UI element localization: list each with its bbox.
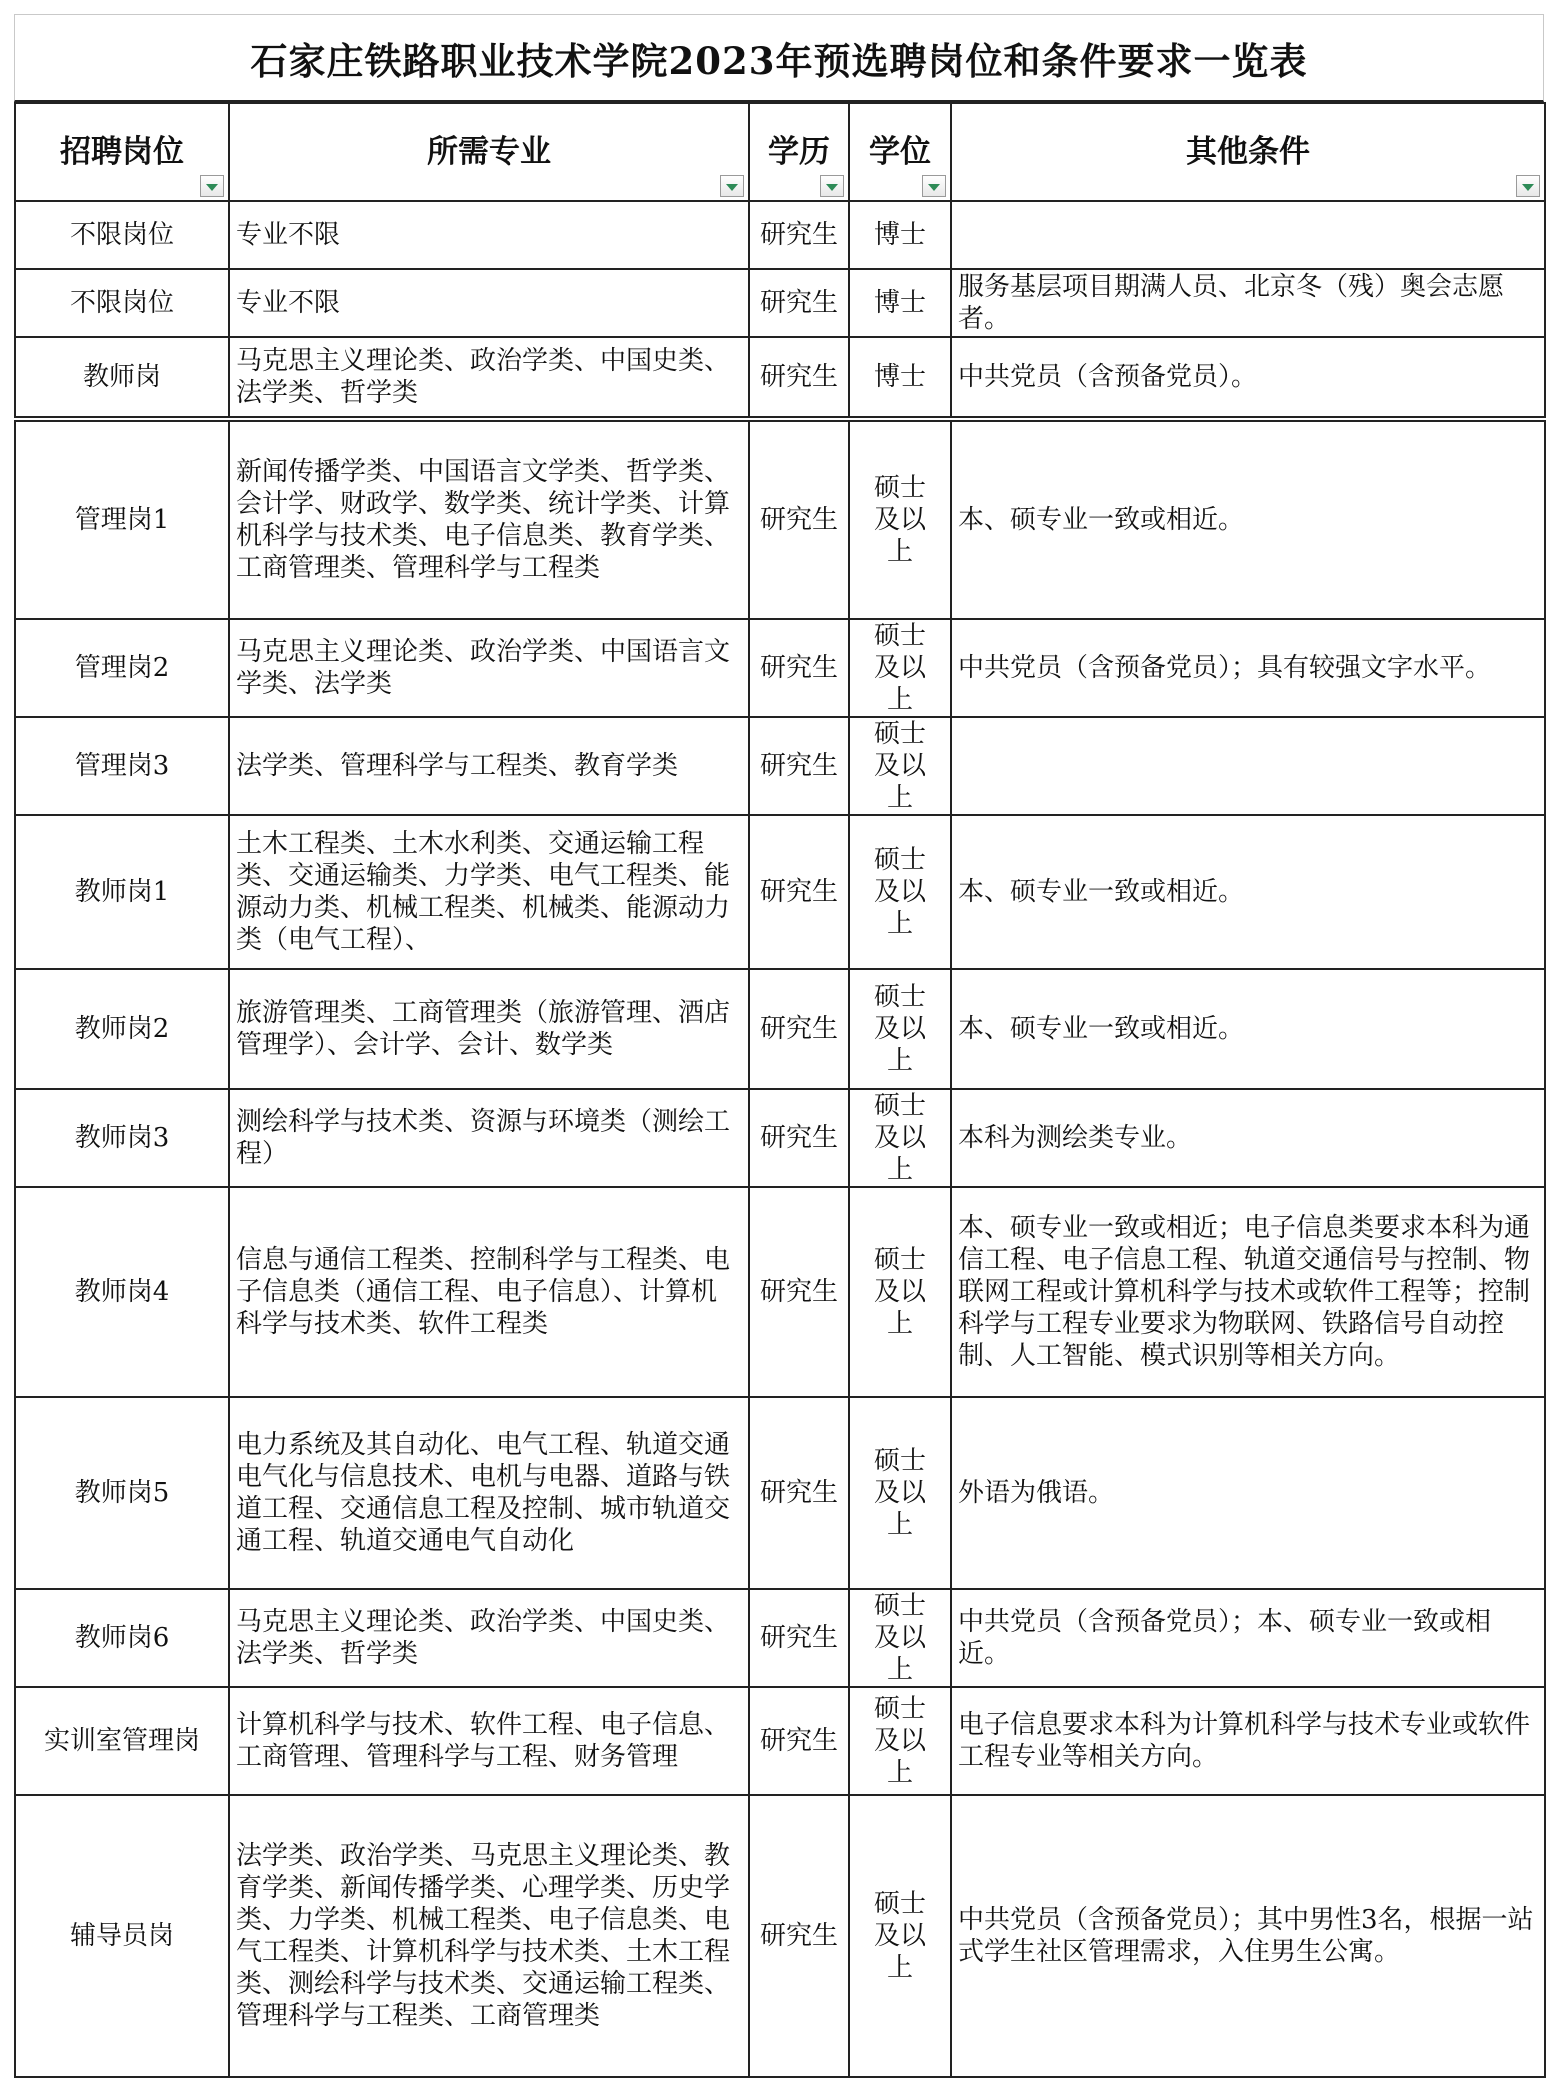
header-major <box>229 103 749 201</box>
header-education-label: 学历 <box>768 134 830 170</box>
page-title: 石家庄铁路职业技术学院2023年预选聘岗位和条件要求一览表 <box>250 38 1308 83</box>
cell-position[interactable]: 实训室管理岗 <box>15 1687 229 1795</box>
cell-major[interactable]: 电力系统及其自动化、电气工程、轨道交通电气化与信息技术、电机与电器、道路与铁道工程、交通信息工程及控制、城市轨道交通工程、轨道交通电气自动化 <box>229 1397 749 1589</box>
cell-position[interactable]: 不限岗位 <box>15 201 229 269</box>
table-row <box>15 269 1545 337</box>
cell-major[interactable]: 新闻传播学类、中国语言文学类、哲学类、会计学、财政学、数学类、统计学类、计算机科学与技术类、电子信息类、教育学类、工商管理类、管理科学与工程类 <box>229 419 749 619</box>
cell-other[interactable]: 外语为俄语。 <box>951 1397 1545 1589</box>
cell-education[interactable]: 研究生 <box>749 1187 849 1397</box>
cell-other[interactable]: 中共党员（含预备党员）；其中男性3名，根据一站式学生社区管理需求，入住男生公寓。 <box>951 1795 1545 2077</box>
cell-position[interactable]: 教师岗5 <box>15 1397 229 1589</box>
cell-other[interactable]: 服务基层项目期满人员、北京冬（残）奥会志愿者。 <box>951 269 1545 337</box>
cell-major[interactable]: 测绘科学与技术类、资源与环境类（测绘工程） <box>229 1089 749 1187</box>
cell-major[interactable]: 旅游管理类、工商管理类（旅游管理、酒店管理学）、会计学、会计、数学类 <box>229 969 749 1089</box>
cell-major[interactable]: 专业不限 <box>229 269 749 337</box>
table-row <box>15 815 1545 969</box>
header-row <box>15 103 1545 201</box>
cell-major[interactable]: 土木工程类、土木水利类、交通运输工程类、交通运输类、力学类、电气工程类、能源动力类、机械工程类、机械类、能源动力类（电气工程）、 <box>229 815 749 969</box>
table-row <box>15 1089 1545 1187</box>
cell-education[interactable]: 研究生 <box>749 1589 849 1687</box>
table-row <box>15 1187 1545 1397</box>
cell-degree[interactable]: 硕士及以上 <box>849 717 951 815</box>
header-degree-label: 学位 <box>869 134 931 170</box>
cell-degree[interactable]: 硕士及以上 <box>849 619 951 717</box>
table-row <box>15 969 1545 1089</box>
table-row <box>15 337 1545 419</box>
table-row <box>15 1397 1545 1589</box>
cell-major[interactable]: 信息与通信工程类、控制科学与工程类、电子信息类（通信工程、电子信息）、计算机科学与技术类、软件工程类 <box>229 1187 749 1397</box>
cell-position[interactable]: 不限岗位 <box>15 269 229 337</box>
cell-major[interactable]: 计算机科学与技术、软件工程、电子信息、工商管理、管理科学与工程、财务管理 <box>229 1687 749 1795</box>
cell-education[interactable]: 研究生 <box>749 1687 849 1795</box>
table-row <box>15 717 1545 815</box>
cell-degree[interactable]: 硕士及以上 <box>849 1089 951 1187</box>
cell-degree[interactable]: 硕士及以上 <box>849 1589 951 1687</box>
cell-other[interactable] <box>951 201 1545 269</box>
cell-major[interactable]: 法学类、政治学类、马克思主义理论类、教育学类、新闻传播学类、心理学类、历史学类、力学类、机械工程类、电子信息类、电气工程类、计算机科学与技术类、土木工程类、测绘科学与技术类、交通运输工程类、管理科学与工程类、工商管理类 <box>229 1795 749 2077</box>
header-other <box>951 103 1545 201</box>
cell-education[interactable]: 研究生 <box>749 337 849 419</box>
filter-dropdown-icon[interactable] <box>922 175 946 197</box>
title-cell <box>14 14 1544 102</box>
cell-other[interactable]: 本、硕专业一致或相近。 <box>951 815 1545 969</box>
cell-other[interactable]: 本、硕专业一致或相近。 <box>951 419 1545 619</box>
cell-other[interactable]: 本、硕专业一致或相近。 <box>951 969 1545 1089</box>
cell-education[interactable]: 研究生 <box>749 419 849 619</box>
cell-degree[interactable]: 硕士及以上 <box>849 969 951 1089</box>
cell-position[interactable]: 教师岗2 <box>15 969 229 1089</box>
cell-degree[interactable]: 博士 <box>849 337 951 419</box>
cell-position[interactable]: 教师岗4 <box>15 1187 229 1397</box>
cell-degree[interactable]: 博士 <box>849 201 951 269</box>
header-education <box>749 103 849 201</box>
cell-education[interactable]: 研究生 <box>749 1089 849 1187</box>
cell-position[interactable]: 管理岗2 <box>15 619 229 717</box>
cell-other[interactable]: 中共党员（含预备党员）。 <box>951 337 1545 419</box>
cell-education[interactable]: 研究生 <box>749 717 849 815</box>
cell-position[interactable]: 教师岗 <box>15 337 229 419</box>
cell-position[interactable]: 教师岗6 <box>15 1589 229 1687</box>
cell-degree[interactable]: 博士 <box>849 269 951 337</box>
cell-education[interactable]: 研究生 <box>749 969 849 1089</box>
table-row <box>15 1795 1545 2077</box>
table-row <box>15 1687 1545 1795</box>
cell-major[interactable]: 马克思主义理论类、政治学类、中国史类、法学类、哲学类 <box>229 1589 749 1687</box>
cell-degree[interactable]: 硕士及以上 <box>849 419 951 619</box>
cell-other[interactable]: 中共党员（含预备党员）；本、硕专业一致或相近。 <box>951 1589 1545 1687</box>
cell-major[interactable]: 法学类、管理科学与工程类、教育学类 <box>229 717 749 815</box>
cell-education[interactable]: 研究生 <box>749 269 849 337</box>
cell-position[interactable]: 管理岗3 <box>15 717 229 815</box>
cell-education[interactable]: 研究生 <box>749 1795 849 2077</box>
cell-degree[interactable]: 硕士及以上 <box>849 1795 951 2077</box>
filter-dropdown-icon[interactable] <box>200 175 224 197</box>
spreadsheet <box>14 14 1544 2078</box>
cell-major[interactable]: 马克思主义理论类、政治学类、中国史类、法学类、哲学类 <box>229 337 749 419</box>
cell-education[interactable]: 研究生 <box>749 201 849 269</box>
table-row <box>15 619 1545 717</box>
cell-position[interactable]: 教师岗1 <box>15 815 229 969</box>
cell-education[interactable]: 研究生 <box>749 619 849 717</box>
cell-education[interactable]: 研究生 <box>749 815 849 969</box>
header-position-label: 招聘岗位 <box>60 134 184 170</box>
header-major-label: 所需专业 <box>427 134 551 170</box>
cell-other[interactable]: 本科为测绘类专业。 <box>951 1089 1545 1187</box>
cell-other[interactable]: 中共党员（含预备党员）；具有较强文字水平。 <box>951 619 1545 717</box>
header-other-label: 其他条件 <box>1186 134 1310 170</box>
table-row <box>15 1589 1545 1687</box>
cell-position[interactable]: 管理岗1 <box>15 419 229 619</box>
cell-degree[interactable]: 硕士及以上 <box>849 815 951 969</box>
cell-position[interactable]: 辅导员岗 <box>15 1795 229 2077</box>
filter-dropdown-icon[interactable] <box>1516 175 1540 197</box>
header-position <box>15 103 229 201</box>
cell-degree[interactable]: 硕士及以上 <box>849 1187 951 1397</box>
cell-other[interactable]: 电子信息要求本科为计算机科学与技术专业或软件工程专业等相关方向。 <box>951 1687 1545 1795</box>
cell-position[interactable]: 教师岗3 <box>15 1089 229 1187</box>
table-row <box>15 419 1545 619</box>
table-row <box>15 201 1545 269</box>
cell-other[interactable]: 本、硕专业一致或相近；电子信息类要求本科为通信工程、电子信息工程、轨道交通信号与控制、物联网工程或计算机科学与技术或软件工程等；控制科学与工程专业要求为物联网、铁路信号自动控制、人工智能、模式识别等相关方向。 <box>951 1187 1545 1397</box>
cell-major[interactable]: 马克思主义理论类、政治学类、中国语言文学类、法学类 <box>229 619 749 717</box>
cell-degree[interactable]: 硕士及以上 <box>849 1397 951 1589</box>
filter-dropdown-icon[interactable] <box>820 175 844 197</box>
cell-degree[interactable]: 硕士及以上 <box>849 1687 951 1795</box>
header-degree <box>849 103 951 201</box>
cell-major[interactable]: 专业不限 <box>229 201 749 269</box>
cell-education[interactable]: 研究生 <box>749 1397 849 1589</box>
cell-other[interactable] <box>951 717 1545 815</box>
filter-dropdown-icon[interactable] <box>720 175 744 197</box>
positions-table <box>14 102 1546 2078</box>
